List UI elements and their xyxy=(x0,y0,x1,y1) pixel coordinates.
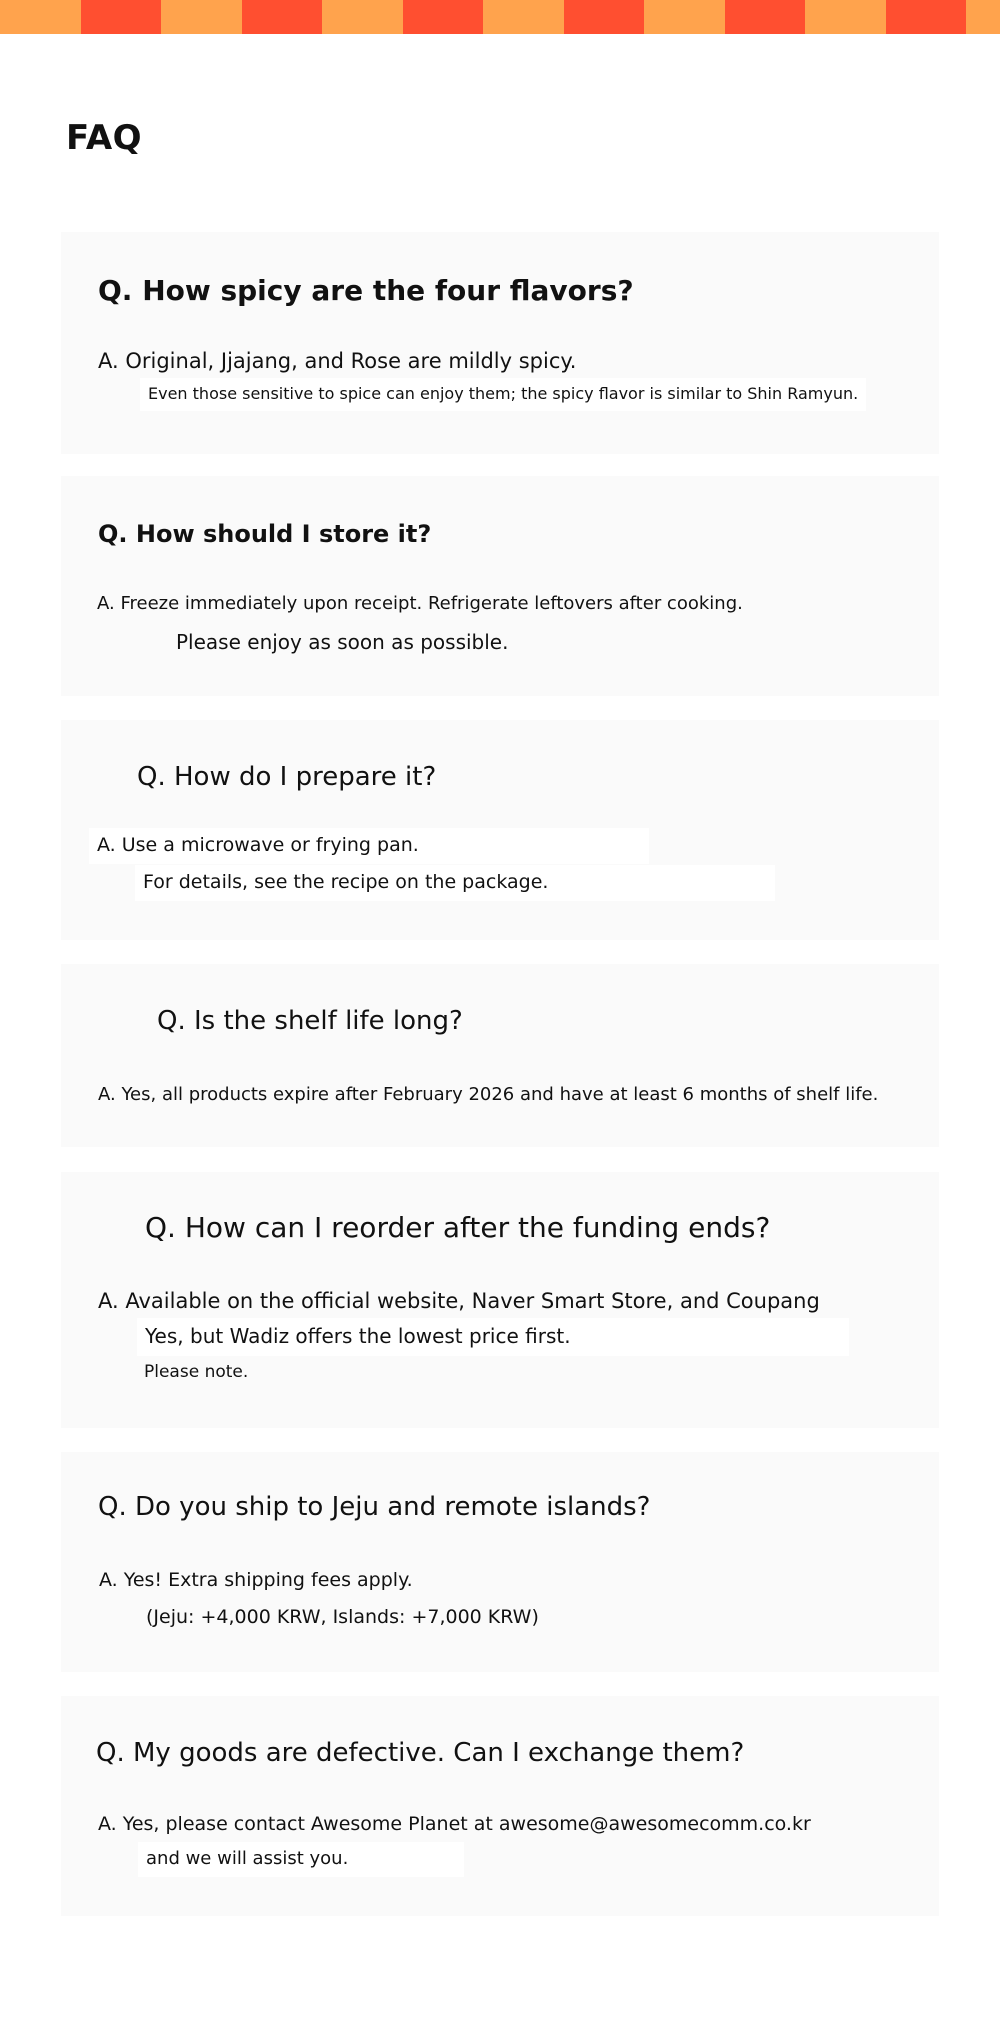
faq-question: Q. How spicy are the four flavors? xyxy=(98,274,634,307)
faq-question: Q. Is the shelf life long? xyxy=(157,1006,463,1036)
faq-answer: A. Yes, please contact Awesome Planet at awesome@awesomecomm.co.kr xyxy=(98,1813,811,1835)
stripe-segment xyxy=(403,0,484,34)
faq-question: Q. How can I reorder after the funding ends? xyxy=(145,1211,771,1244)
faq-answer-detail: Please enjoy as soon as possible. xyxy=(176,630,509,654)
stripe-segment xyxy=(805,0,886,34)
faq-card-shelf-life xyxy=(61,964,939,1147)
faq-card-shipping xyxy=(61,1452,939,1672)
faq-answer-note: Please note. xyxy=(144,1362,249,1382)
faq-answer: A. Yes! Extra shipping fees apply. xyxy=(99,1569,413,1591)
faq-answer-detail: Even those sensitive to spice can enjoy them; the spicy flavor is similar to Shin Ramyun. xyxy=(140,378,866,411)
faq-card-spicy xyxy=(61,232,939,454)
stripe-segment xyxy=(725,0,806,34)
stripe-segment xyxy=(242,0,323,34)
faq-answer: A. Original, Jjajang, and Rose are mildly spicy. xyxy=(98,349,577,373)
stripe-segment xyxy=(483,0,564,34)
stripe-segment xyxy=(644,0,725,34)
decorative-stripe-banner xyxy=(0,0,1000,34)
faq-answer: A. Freeze immediately upon receipt. Refrigerate leftovers after cooking. xyxy=(97,593,743,614)
faq-answer: A. Use a microwave or frying pan. xyxy=(89,828,649,864)
faq-question: Q. My goods are defective. Can I exchange them? xyxy=(96,1738,745,1768)
stripe-segment xyxy=(161,0,242,34)
stripe-segment xyxy=(886,0,967,34)
faq-card-reorder xyxy=(61,1172,939,1428)
stripe-segment xyxy=(0,0,81,34)
faq-question: Q. How do I prepare it? xyxy=(137,762,437,792)
faq-answer-detail: For details, see the recipe on the package. xyxy=(135,865,775,901)
stripe-segment xyxy=(322,0,403,34)
stripe-segment xyxy=(966,0,1000,34)
stripe-segment xyxy=(564,0,645,34)
faq-question: Q. Do you ship to Jeju and remote islands? xyxy=(98,1492,651,1522)
faq-answer: A. Yes, all products expire after February 2026 and have at least 6 months of shelf life. xyxy=(98,1084,879,1105)
faq-question: Q. How should I store it? xyxy=(98,520,432,548)
faq-answer: A. Available on the official website, Naver Smart Store, and Coupang xyxy=(98,1289,820,1313)
stripe-segment xyxy=(81,0,162,34)
faq-answer-detail: and we will assist you. xyxy=(138,1842,464,1877)
faq-answer-detail: (Jeju: +4,000 KRW, Islands: +7,000 KRW) xyxy=(146,1606,539,1628)
faq-card-prepare xyxy=(61,720,939,940)
page-title: FAQ xyxy=(66,118,143,158)
faq-answer-detail: Yes, but Wadiz offers the lowest price first. xyxy=(137,1318,849,1356)
faq-card-storage xyxy=(61,476,939,696)
faq-card-exchange xyxy=(61,1696,939,1916)
